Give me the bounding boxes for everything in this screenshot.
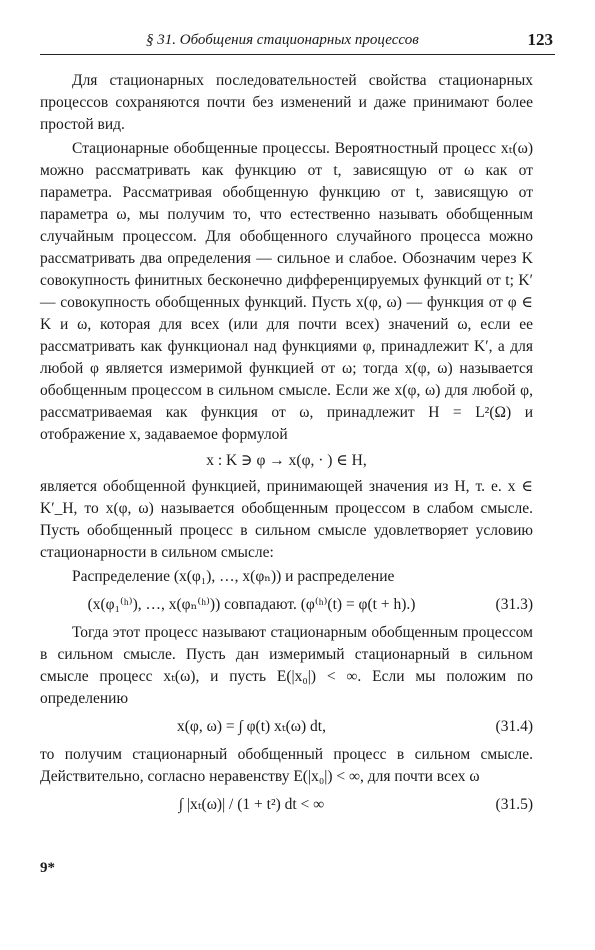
equation-31-3-expression: (x(φ₁⁽ʰ⁾), …, x(φₙ⁽ʰ⁾)) совпадают. (φ⁽ʰ⁾(t) = φ(t + h).) [87, 596, 416, 613]
paragraph-weak-sense: является обобщенной функцией, принимающей значения из H, т. е. x ∈ K′_H, то x(φ, ω) называется обобщенным процессом в слабом смысле. Пусть обобщенный процесс в сильном смысле удовлетворяет условию стационарности в сильном смысле: [40, 478, 533, 561]
equation-31-4 [40, 716, 533, 738]
page-number: 123 [527, 30, 553, 49]
equation-31-5 [40, 794, 533, 816]
paragraph-stationary-strong: Тогда этот процесс называют стационарным обобщенным процессом в сильном смысле. Пусть дан измеримый стационарный в сильном смысле процесс xₜ(ω), и пусть E(|x₀|) < ∞. Если мы положим по определению [40, 624, 533, 707]
signature-mark: 9* [40, 860, 55, 876]
equation-31-5-expression: ∫ |xₜ(ω)| / (1 + t²) dt < ∞ [178, 796, 325, 813]
equation-31-4-expression: x(φ, ω) = ∫ φ(t) xₜ(ω) dt, [177, 718, 326, 735]
page-header [40, 30, 555, 55]
equation-31-4-number: (31.4) [495, 718, 533, 735]
paragraph-intro: Для стационарных последовательностей свойства стационарных процессов сохраняются почти без изменений и даже принимают более простой вид. [40, 72, 533, 133]
equation-31-3-number: (31.3) [495, 596, 533, 613]
formula-map: x : K ∋ φ → x(φ, · ) ∈ H, [206, 452, 367, 469]
paragraph-generalized-processes: Стационарные обобщенные процессы. Вероятностный процесс xₜ(ω) можно рассматривать как функцию от t, зависящую от ω как от параметра. Рассматривая обобщенную функцию от t, зависящую от параметра ω, мы получим то, что естественно называть обобщенным случайным процессом. Для обобщенного случайного процесса можно рассматривать два определения — сильное и слабое. Обозначим через K совокупность финитных бесконечно дифференцируемых функций от t; K′ — совокупность обобщенных функций. Пусть x(φ, ω) — функция от φ ∈ K и ω, которая для всех (или для почти всех) значений ω, если ее рассматривать как функционал над функциями φ, принадлежит K′, а для любой φ является измеримой функцией от ω; тогда x(φ, ω) называется обобщенным процессом в сильном смысле. Если же x(φ, ω) для любой φ, рассматриваемая как функция от ω, принадлежит H = L²(Ω) и отображение x, задаваемое формулой [40, 140, 533, 443]
paragraph-consequence: то получим стационарный обобщенный процесс в сильном смысле. Действительно, согласно неравенству E(|x₀|) < ∞, для почти всех ω [40, 746, 533, 785]
page-body [40, 70, 533, 822]
running-title: § 31. Обобщения стационарных процессов [146, 32, 419, 48]
distribution-line: Распределение (x(φ₁), …, x(φₙ)) и распределение [72, 568, 395, 585]
equation-31-5-number: (31.5) [495, 796, 533, 813]
equation-31-3 [40, 594, 533, 616]
